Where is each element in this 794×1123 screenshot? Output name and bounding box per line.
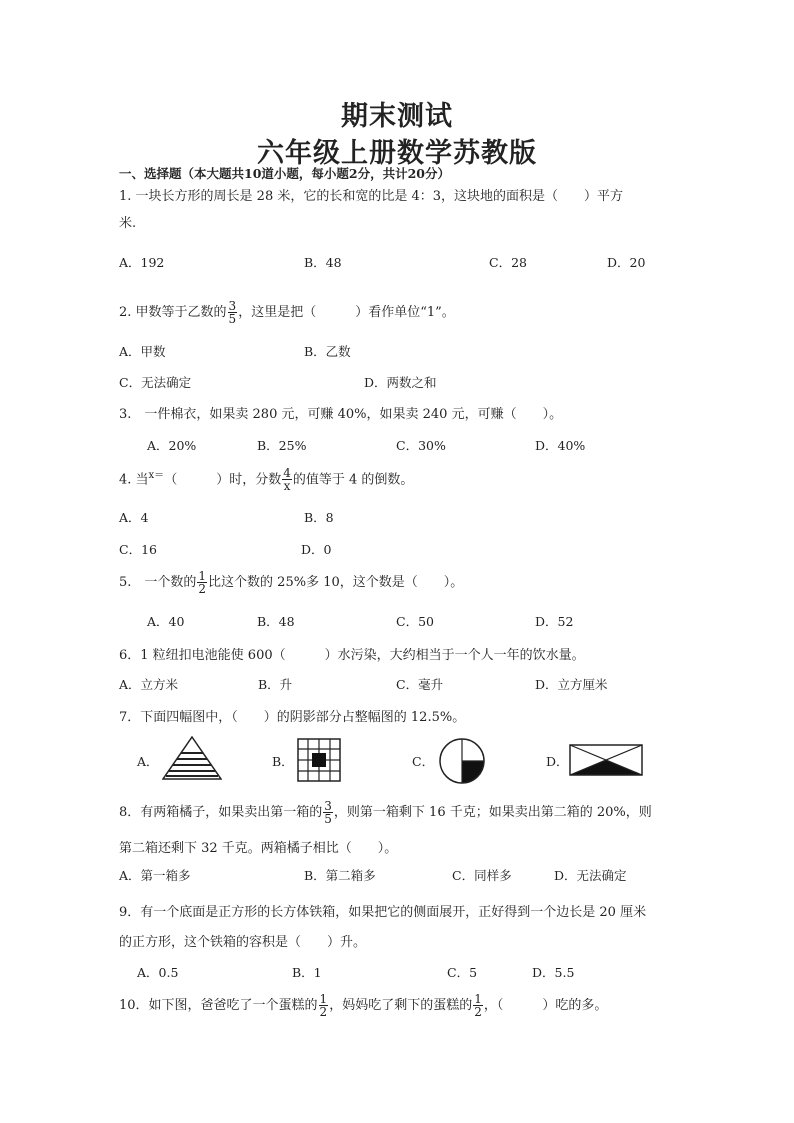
q2-fraction-num: 3 <box>228 299 237 313</box>
question-9-text-cont: 的正方形，这个铁箱的容积是（ ）升。 <box>119 935 367 950</box>
q10-text-post: ，（ ）吃的多。 <box>483 998 608 1013</box>
q3-option-a[interactable]: A．20% <box>147 438 197 453</box>
q4-variable: x＝ <box>148 470 165 481</box>
q6-option-b[interactable]: B．升 <box>258 677 293 692</box>
question-1-text-cont: 米. <box>119 216 137 231</box>
q1-option-b[interactable]: B．48 <box>304 255 342 270</box>
q7-option-c[interactable]: C． <box>412 754 435 769</box>
q7-figure-a-triangle <box>162 736 222 780</box>
q5-text-post: 比这个数的 25%多 10，这个数是（ ）。 <box>208 575 464 590</box>
q1-option-c[interactable]: C．28 <box>489 255 527 270</box>
q9-option-a[interactable]: A．0.5 <box>137 965 179 980</box>
q8-option-b[interactable]: B．第二箱多 <box>304 868 376 883</box>
q7-figure-c-circle <box>437 736 487 786</box>
question-10-text <box>119 993 607 1018</box>
q10-fraction-1 <box>319 993 329 1018</box>
q9-option-b[interactable]: B．1 <box>292 965 322 980</box>
q7-option-a[interactable]: A． <box>137 754 159 769</box>
q8-text-post: ，则第一箱剩下 16 千克；如果卖出第二箱的 20%，则 <box>333 805 652 820</box>
q3-option-b[interactable]: B．25% <box>257 438 307 453</box>
q2-fraction-den: 5 <box>228 312 237 326</box>
q10-fraction-2-den: 2 <box>474 1005 482 1019</box>
question-8-text <box>119 800 652 825</box>
q10-text-mid: ，妈妈吃了剩下的蛋糕的 <box>329 998 473 1013</box>
q5-fraction <box>197 570 207 595</box>
q5-fraction-den: 2 <box>198 582 207 596</box>
q8-option-d[interactable]: D．无法确定 <box>554 868 627 883</box>
page-title: 期末测试 <box>341 101 453 132</box>
question-9-text: 9．有一个底面是正方形的长方体铁箱，如果把它的侧面展开，正好得到一个边长是 20 厘米 <box>119 905 647 920</box>
q1-option-a[interactable]: A．192 <box>119 255 165 270</box>
q4-fraction-num: 4 <box>283 466 291 481</box>
q5-fraction-num: 1 <box>198 569 207 583</box>
q7-figure-d-rectangle <box>569 744 643 776</box>
q2-option-d[interactable]: D．两数之和 <box>364 375 437 390</box>
q10-fraction-1-num: 1 <box>319 992 328 1006</box>
q4-fraction-den: x <box>283 479 291 494</box>
q7-option-b[interactable]: B． <box>272 754 294 769</box>
q8-fraction <box>323 800 333 825</box>
q6-option-a[interactable]: A．立方米 <box>119 677 179 692</box>
question-6-text: 6．1 粒纽扣电池能使 600（ ）水污染，大约相当于一个人一年的饮水量。 <box>119 648 585 663</box>
q10-fraction-2-num: 1 <box>474 992 482 1006</box>
page-subtitle: 六年级上册数学苏教版 <box>257 138 537 169</box>
q3-option-c[interactable]: C．30% <box>396 438 446 453</box>
q4-option-b[interactable]: B．8 <box>304 510 334 525</box>
q5-option-d[interactable]: D．52 <box>535 614 574 629</box>
q8-fraction-num: 3 <box>324 799 332 813</box>
question-1-text: 1. 一块长方形的周长是 28 米，它的长和宽的比是 4：3，这块地的面积是（ ）平方 <box>119 189 624 204</box>
q10-text-pre: 10．如下图，爸爸吃了一个蛋糕的 <box>119 998 318 1013</box>
q4-text-mid: （ ）时，分数 <box>164 472 282 488</box>
question-7-text: 7．下面四幅图中，（ ）的阴影部分占整幅图的 12.5%。 <box>119 710 466 725</box>
question-3-text: 3. 一件棉衣，如果卖 280 元，可赚 40%，如果卖 240 元，可赚（ ）。 <box>119 407 563 422</box>
q9-option-d[interactable]: D．5.5 <box>532 965 575 980</box>
q9-option-c[interactable]: C．5 <box>447 965 478 980</box>
q4-option-a[interactable]: A．4 <box>119 510 149 525</box>
q3-option-d[interactable]: D．40% <box>535 438 586 453</box>
q6-option-d[interactable]: D．立方厘米 <box>535 677 608 692</box>
question-2-text <box>119 300 455 325</box>
q4-text-post: 的值等于 4 的倒数。 <box>292 472 414 488</box>
q5-option-a[interactable]: A．40 <box>147 614 185 629</box>
q2-option-c[interactable]: C．无法确定 <box>119 375 192 390</box>
q8-option-c[interactable]: C．同样多 <box>452 868 512 883</box>
question-8-text-cont: 第二箱还剩下 32 千克。两箱橘子相比（ ）。 <box>119 841 398 856</box>
q4-text-pre: 4. 当 <box>119 472 149 488</box>
q2-option-b[interactable]: B．乙数 <box>304 344 351 359</box>
q2-fraction <box>228 300 238 325</box>
q8-text-pre: 8．有两箱橘子，如果卖出第一箱的 <box>119 805 323 820</box>
q2-text-pre: 2. 甲数等于乙数的 <box>119 305 227 320</box>
q5-option-c[interactable]: C．50 <box>396 614 434 629</box>
q10-fraction-2 <box>473 993 483 1018</box>
q4-fraction <box>282 467 292 492</box>
q1-option-d[interactable]: D．20 <box>607 255 646 270</box>
section-heading: 一、选择题（本大题共10道小题，每小题2分，共计20分） <box>119 166 450 181</box>
q2-text-post: ，这里是把（ ）看作单位“1”。 <box>238 305 455 320</box>
q8-fraction-den: 5 <box>324 812 332 826</box>
q5-option-b[interactable]: B．48 <box>257 614 295 629</box>
q5-text-pre: 5. 一个数的 <box>119 575 197 590</box>
q6-option-c[interactable]: C．毫升 <box>396 677 444 692</box>
q4-option-c[interactable]: C．16 <box>119 542 157 557</box>
question-5-text <box>119 570 463 595</box>
q7-figure-b-grid <box>297 738 341 782</box>
q8-option-a[interactable]: A．第一箱多 <box>119 868 191 883</box>
q4-option-d[interactable]: D．0 <box>301 542 332 557</box>
q2-option-a[interactable]: A．甲数 <box>119 344 166 359</box>
q7-option-d[interactable]: D． <box>546 754 569 769</box>
question-4-text <box>119 466 413 492</box>
q10-fraction-1-den: 2 <box>319 1005 328 1019</box>
